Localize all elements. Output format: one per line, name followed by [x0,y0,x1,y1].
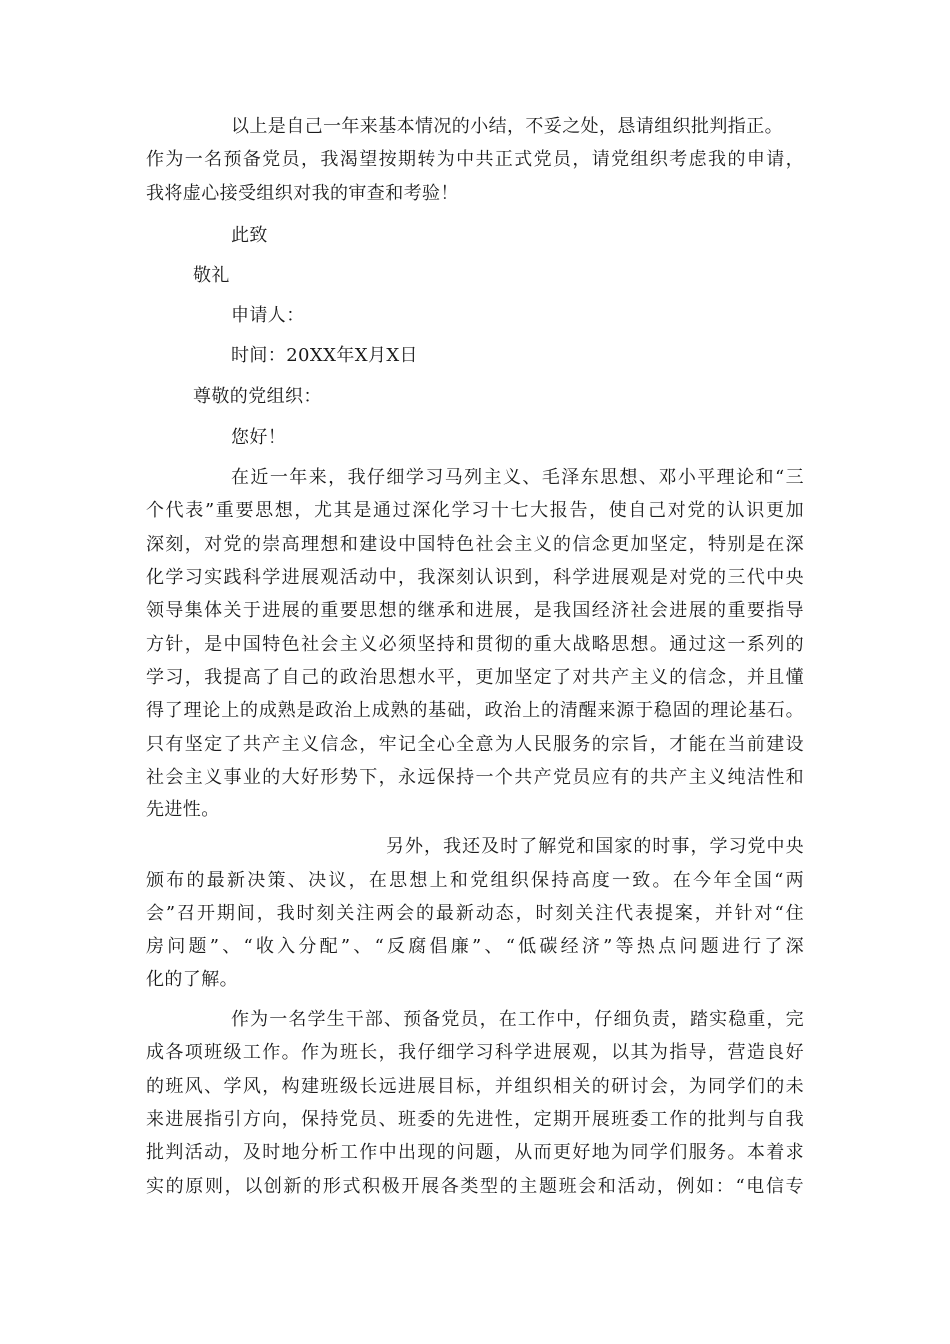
closing-cizhi: 此致 [231,225,268,246]
greeting: 您好！ [231,427,287,448]
paragraph1-line: 领导集体关于进展的重要思想的继承和进展，是我国经济社会进展的重要指导 [146,600,804,621]
paragraph1-line: 深刻，对党的崇高理想和建设中国特色社会主义的信念更加坚定，特别是在深 [146,534,804,555]
paragraph1-line: 得了理论上的成熟是政治上成熟的基础，政治上的清醒来源于稳固的理论基石。 [146,700,804,721]
paragraph1-line: 化学习实践科学进展观活动中，我深刻认识到，科学进展观是对党的三代中央 [146,567,804,588]
paragraph1-line: 只有坚定了共产主义信念，牢记全心全意为人民服务的宗旨，才能在当前建设 [146,734,804,755]
applicant-label: 申请人： [231,305,305,326]
paragraph3-line: 的班风、学风，构建班级长远进展目标，并组织相关的研讨会，为同学们的未 [146,1076,804,1097]
paragraph2-line: 会”召开期间，我时刻关注两会的最新动态，时刻关注代表提案，并针对“住 [146,903,804,924]
salutation: 尊敬的党组织： [193,386,322,407]
paragraph1-line: 方针，是中国特色社会主义必须坚持和贯彻的重大战略思想。通过这一系列的 [146,634,804,655]
paragraph1-line: 社会主义事业的大好形势下，永远保持一个共产党员应有的共产主义纯洁性和 [146,767,804,788]
paragraph2-line: 颁布的最新决策、决议，在思想上和党组织保持高度一致。在今年全国“两 [146,870,804,891]
paragraph2-line: 化的了解。 [146,969,238,990]
paragraph1-line: 学习，我提高了自己的政治思想水平，更加坚定了对共产主义的信念，并且懂 [146,667,804,688]
paragraph2-line: 房问题”、“收入分配”、“反腐倡廉”、“低碳经济”等热点问题进行了深 [146,936,804,957]
paragraph1-line: 个代表”重要思想，尤其是通过深化学习十七大报告，使自己对党的认识更加 [146,500,804,521]
paragraph3-line: 批判活动，及时地分析工作中出现的问题，从而更好地为同学们服务。本着求 [146,1142,804,1163]
paragraph1-line: 先进性。 [146,799,220,820]
intro-line: 作为一名预备党员，我渴望按期转为中共正式党员，请党组织考虑我的申请， [146,149,804,170]
paragraph3-line: 成各项班级工作。作为班长，我仔细学习科学进展观，以其为指导，营造良好 [146,1042,804,1063]
paragraph3-line: 来进展指引方向，保持党员、班委的先进性，定期开展班委工作的批判与自我 [146,1109,804,1130]
date-line: 时间：20XX年X月X日 [231,345,418,366]
paragraph2-line: 另外，我还及时了解党和国家的时事，学习党中央 [386,836,804,857]
paragraph1-line: 在近一年来，我仔细学习马列主义、毛泽东思想、邓小平理论和“三 [231,467,804,488]
paragraph3-line: 作为一名学生干部、预备党员，在工作中，仔细负责，踏实稳重，完 [231,1009,804,1030]
intro-line: 我将虚心接受组织对我的审查和考验！ [146,183,459,204]
closing-jingli: 敬礼 [193,265,230,286]
paragraph3-line: 实的原则，以创新的形式积极开展各类型的主题班会和活动，例如：“电信专 [146,1176,804,1197]
intro-line: 以上是自己一年来基本情况的小结，不妥之处，恳请组织批判指正。 [231,116,783,137]
